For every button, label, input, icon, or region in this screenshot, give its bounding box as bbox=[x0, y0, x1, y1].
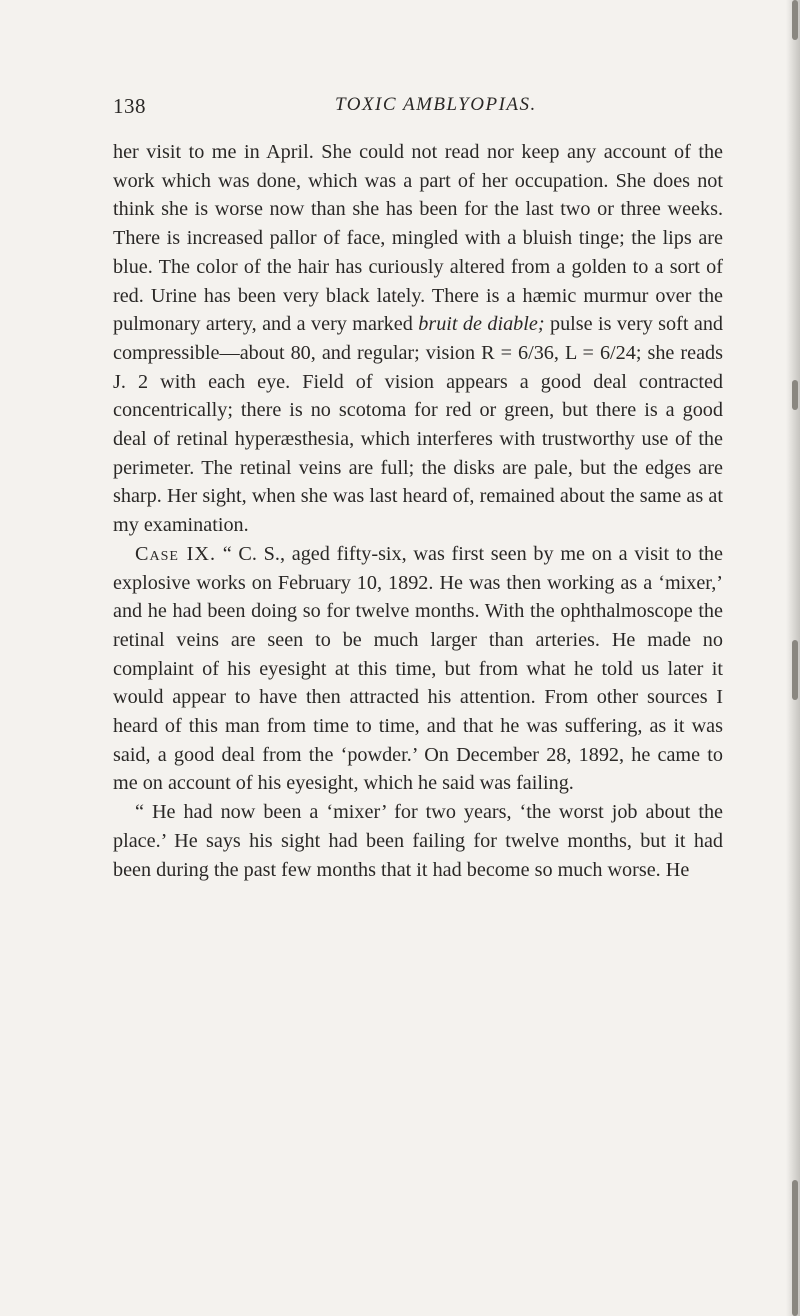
paragraph-3-text: “ He had now been a ‘mixer’ for two years, ‘the worst job about the place.’ He says his sight had been failing for twelve months, but it had been during the past few months that it had become so much worse. He bbox=[113, 801, 723, 881]
page-edge-mark bbox=[792, 0, 798, 40]
page-number: 138 bbox=[113, 94, 146, 118]
paragraph-3 bbox=[113, 798, 723, 884]
running-title: TOXIC AMBLYOPIAS. bbox=[335, 94, 537, 115]
page-edge-mark bbox=[792, 1180, 798, 1316]
case-label: Case IX. bbox=[135, 542, 216, 565]
page-header bbox=[113, 94, 723, 122]
paragraph-1-text-continued: pulse is very soft and compressible—about 80, and regular; vision R = 6/36, L = 6/24; she reads J. 2 with each eye. Field of vision appears a good deal contracted concentrically; there is no scotoma for red or green, but there is a good deal of retinal hyperæsthesia, which interferes with trustworthy use of the perimeter. The retinal veins are full; the disks are pale, but the edges are sharp. Her sight, when she was last heard of, remained about the same as at my examination. bbox=[113, 313, 724, 537]
paragraph-1-italic-phrase: bruit de diable; bbox=[418, 313, 545, 336]
paragraph-2-text: “ C. S., aged fifty-six, was first seen by me on a visit to the explosive works on February 10, 1892. He was then working as a ‘mixer,’ and he had been doing so for twelve months. With the ophthalmoscope the retinal veins are seen to be much larger than arteries. He made no complaint of his eyesight at this time, but from what he told us later it would appear to have then attracted his attention. From other sources I heard of this man from time to time, and that he was suffering, as it was said, a good deal from the ‘powder.’ On December 28, 1892, he came to me on account of his eyesight, which he said was failing. bbox=[113, 542, 723, 795]
paragraph-1 bbox=[113, 138, 723, 540]
body-text bbox=[113, 138, 723, 884]
paragraph-1-text: her visit to me in April. She could not read nor keep any account of the work which was done, which was a part of her occupation. She does not think she is worse now than she has been for the last two or three weeks. There is increased pallor of face, mingled with a bluish tinge; the lips are blue. The color of the hair has curiously altered from a golden to a sort of red. Urine has been very black lately. There is a hæmic murmur over the pulmonary artery, and a very marked bbox=[113, 141, 723, 336]
paragraph-2 bbox=[113, 540, 723, 798]
page-edge-mark bbox=[792, 640, 798, 700]
page-edge-mark bbox=[792, 380, 798, 410]
